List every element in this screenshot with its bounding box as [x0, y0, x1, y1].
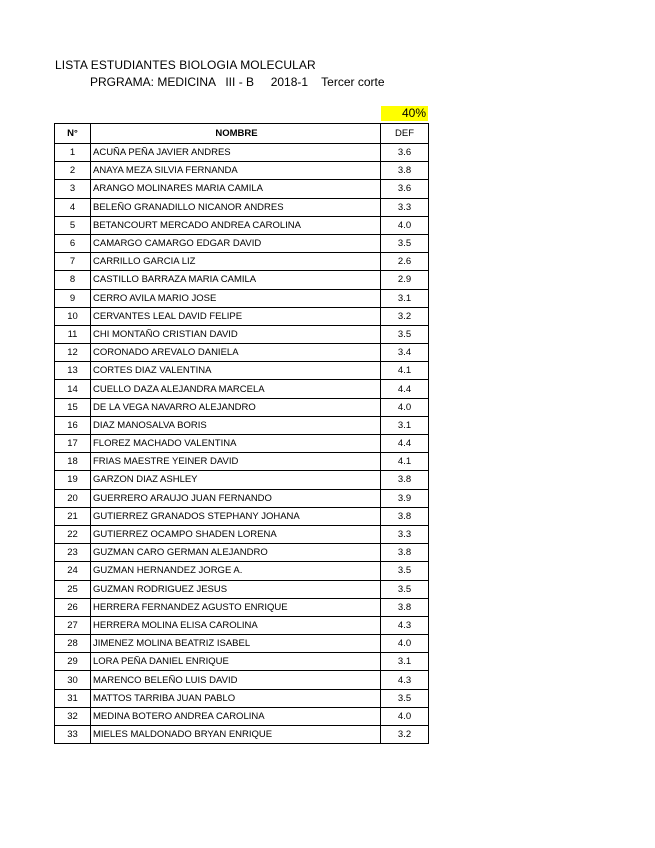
row-number: 26: [55, 598, 91, 616]
table-row: [55, 416, 429, 434]
table-row: [55, 344, 429, 362]
percentage-cell: 40%: [381, 106, 428, 121]
table-row: [55, 525, 429, 543]
student-grade: 3.1: [381, 289, 429, 307]
student-name: CAMARGO CAMARGO EDGAR DAVID: [91, 234, 381, 252]
table-row: [55, 653, 429, 671]
student-grade: 4.4: [381, 380, 429, 398]
student-grade: 3.8: [381, 471, 429, 489]
table-row: [55, 325, 429, 343]
table-row: [55, 380, 429, 398]
student-name: CERVANTES LEAL DAVID FELIPE: [91, 307, 381, 325]
row-number: 11: [55, 325, 91, 343]
student-grade: 3.8: [381, 598, 429, 616]
row-number: 2: [55, 162, 91, 180]
table-row: [55, 271, 429, 289]
student-grade: 3.1: [381, 416, 429, 434]
student-name: DE LA VEGA NAVARRO ALEJANDRO: [91, 398, 381, 416]
table-body: [55, 144, 429, 744]
row-number: 28: [55, 635, 91, 653]
table-row: [55, 362, 429, 380]
table-row: [55, 707, 429, 725]
row-number: 23: [55, 544, 91, 562]
table-row: [55, 471, 429, 489]
student-grades-table: [54, 123, 429, 744]
student-name: GUZMAN HERNANDEZ JORGE A.: [91, 562, 381, 580]
table-row: [55, 162, 429, 180]
student-name: ANAYA MEZA SILVIA FERNANDA: [91, 162, 381, 180]
table-row: [55, 726, 429, 744]
student-grade: 4.3: [381, 671, 429, 689]
column-header-grade: DEF: [381, 124, 429, 144]
table-row: [55, 544, 429, 562]
row-number: 31: [55, 689, 91, 707]
student-name: CARRILLO GARCIA LIZ: [91, 253, 381, 271]
table-row: [55, 598, 429, 616]
row-number: 10: [55, 307, 91, 325]
student-name: GUERRERO ARAUJO JUAN FERNANDO: [91, 489, 381, 507]
student-name: BELEÑO GRANADILLO NICANOR ANDRES: [91, 198, 381, 216]
row-number: 3: [55, 180, 91, 198]
student-name: CHI MONTAÑO CRISTIAN DAVID: [91, 325, 381, 343]
student-name: JIMENEZ MOLINA BEATRIZ ISABEL: [91, 635, 381, 653]
student-grade: 3.8: [381, 544, 429, 562]
student-grade: 4.3: [381, 616, 429, 634]
student-name: CERRO AVILA MARIO JOSE: [91, 289, 381, 307]
student-grade: 3.5: [381, 580, 429, 598]
student-name: FRIAS MAESTRE YEINER DAVID: [91, 453, 381, 471]
student-grade: 2.6: [381, 253, 429, 271]
student-grade: 3.8: [381, 507, 429, 525]
table-row: [55, 635, 429, 653]
student-grade: 4.0: [381, 398, 429, 416]
table-row: [55, 234, 429, 252]
row-number: 18: [55, 453, 91, 471]
row-number: 19: [55, 471, 91, 489]
row-number: 13: [55, 362, 91, 380]
student-name: CORTES DIAZ VALENTINA: [91, 362, 381, 380]
student-grade: 3.5: [381, 325, 429, 343]
student-name: MEDINA BOTERO ANDREA CAROLINA: [91, 707, 381, 725]
student-name: MIELES MALDONADO BRYAN ENRIQUE: [91, 726, 381, 744]
table-row: [55, 453, 429, 471]
document-title: LISTA ESTUDIANTES BIOLOGIA MOLECULAR: [55, 58, 316, 72]
student-grade: 4.0: [381, 635, 429, 653]
table-row: [55, 580, 429, 598]
table-row: [55, 671, 429, 689]
row-number: 9: [55, 289, 91, 307]
row-number: 24: [55, 562, 91, 580]
row-number: 22: [55, 525, 91, 543]
table-row: [55, 616, 429, 634]
student-grade: 2.9: [381, 271, 429, 289]
student-grade: 3.3: [381, 525, 429, 543]
student-name: HERRERA MOLINA ELISA CAROLINA: [91, 616, 381, 634]
student-name: FLOREZ MACHADO VALENTINA: [91, 435, 381, 453]
student-grade: 3.5: [381, 234, 429, 252]
student-name: CUELLO DAZA ALEJANDRA MARCELA: [91, 380, 381, 398]
table-row: [55, 562, 429, 580]
table-row: [55, 144, 429, 162]
student-name: GUZMAN CARO GERMAN ALEJANDRO: [91, 544, 381, 562]
student-grade: 3.2: [381, 726, 429, 744]
row-number: 30: [55, 671, 91, 689]
row-number: 8: [55, 271, 91, 289]
student-grade: 3.3: [381, 198, 429, 216]
table-row: [55, 307, 429, 325]
row-number: 32: [55, 707, 91, 725]
student-name: LORA PEÑA DANIEL ENRIQUE: [91, 653, 381, 671]
row-number: 29: [55, 653, 91, 671]
student-grade: 3.5: [381, 562, 429, 580]
row-number: 20: [55, 489, 91, 507]
student-grade: 4.0: [381, 216, 429, 234]
row-number: 12: [55, 344, 91, 362]
table-row: [55, 216, 429, 234]
student-name: GUZMAN RODRIGUEZ JESUS: [91, 580, 381, 598]
student-grade: 3.6: [381, 144, 429, 162]
table-row: [55, 689, 429, 707]
student-grade: 4.1: [381, 453, 429, 471]
table-header-row: [55, 124, 429, 144]
row-number: 27: [55, 616, 91, 634]
student-name: ACUÑA PEÑA JAVIER ANDRES: [91, 144, 381, 162]
student-grade: 4.1: [381, 362, 429, 380]
row-number: 4: [55, 198, 91, 216]
row-number: 1: [55, 144, 91, 162]
column-header-number: N°: [55, 124, 91, 144]
student-grade: 3.5: [381, 689, 429, 707]
student-grade: 4.4: [381, 435, 429, 453]
student-grade: 3.9: [381, 489, 429, 507]
table-row: [55, 435, 429, 453]
student-name: GUTIERREZ GRANADOS STEPHANY JOHANA: [91, 507, 381, 525]
student-name: ARANGO MOLINARES MARIA CAMILA: [91, 180, 381, 198]
table-row: [55, 289, 429, 307]
table-row: [55, 198, 429, 216]
row-number: 7: [55, 253, 91, 271]
table-row: [55, 489, 429, 507]
student-name: GARZON DIAZ ASHLEY: [91, 471, 381, 489]
student-grade: 4.0: [381, 707, 429, 725]
program-subtitle: PRGRAMA: MEDICINA III - B 2018-1 Tercer corte: [90, 75, 385, 89]
student-name: BETANCOURT MERCADO ANDREA CAROLINA: [91, 216, 381, 234]
row-number: 5: [55, 216, 91, 234]
student-grade: 3.4: [381, 344, 429, 362]
student-name: MARENCO BELEÑO LUIS DAVID: [91, 671, 381, 689]
student-name: DIAZ MANOSALVA BORIS: [91, 416, 381, 434]
student-grade: 3.6: [381, 180, 429, 198]
row-number: 17: [55, 435, 91, 453]
table-row: [55, 253, 429, 271]
student-name: CASTILLO BARRAZA MARIA CAMILA: [91, 271, 381, 289]
row-number: 6: [55, 234, 91, 252]
student-name: MATTOS TARRIBA JUAN PABLO: [91, 689, 381, 707]
table-row: [55, 398, 429, 416]
student-name: GUTIERREZ OCAMPO SHADEN LORENA: [91, 525, 381, 543]
table-row: [55, 507, 429, 525]
table-row: [55, 180, 429, 198]
row-number: 25: [55, 580, 91, 598]
student-grade: 3.8: [381, 162, 429, 180]
row-number: 16: [55, 416, 91, 434]
row-number: 21: [55, 507, 91, 525]
row-number: 33: [55, 726, 91, 744]
row-number: 14: [55, 380, 91, 398]
student-name: HERRERA FERNANDEZ AGUSTO ENRIQUE: [91, 598, 381, 616]
row-number: 15: [55, 398, 91, 416]
student-grade: 3.2: [381, 307, 429, 325]
student-name: CORONADO AREVALO DANIELA: [91, 344, 381, 362]
column-header-name: NOMBRE: [91, 124, 381, 144]
student-grade: 3.1: [381, 653, 429, 671]
